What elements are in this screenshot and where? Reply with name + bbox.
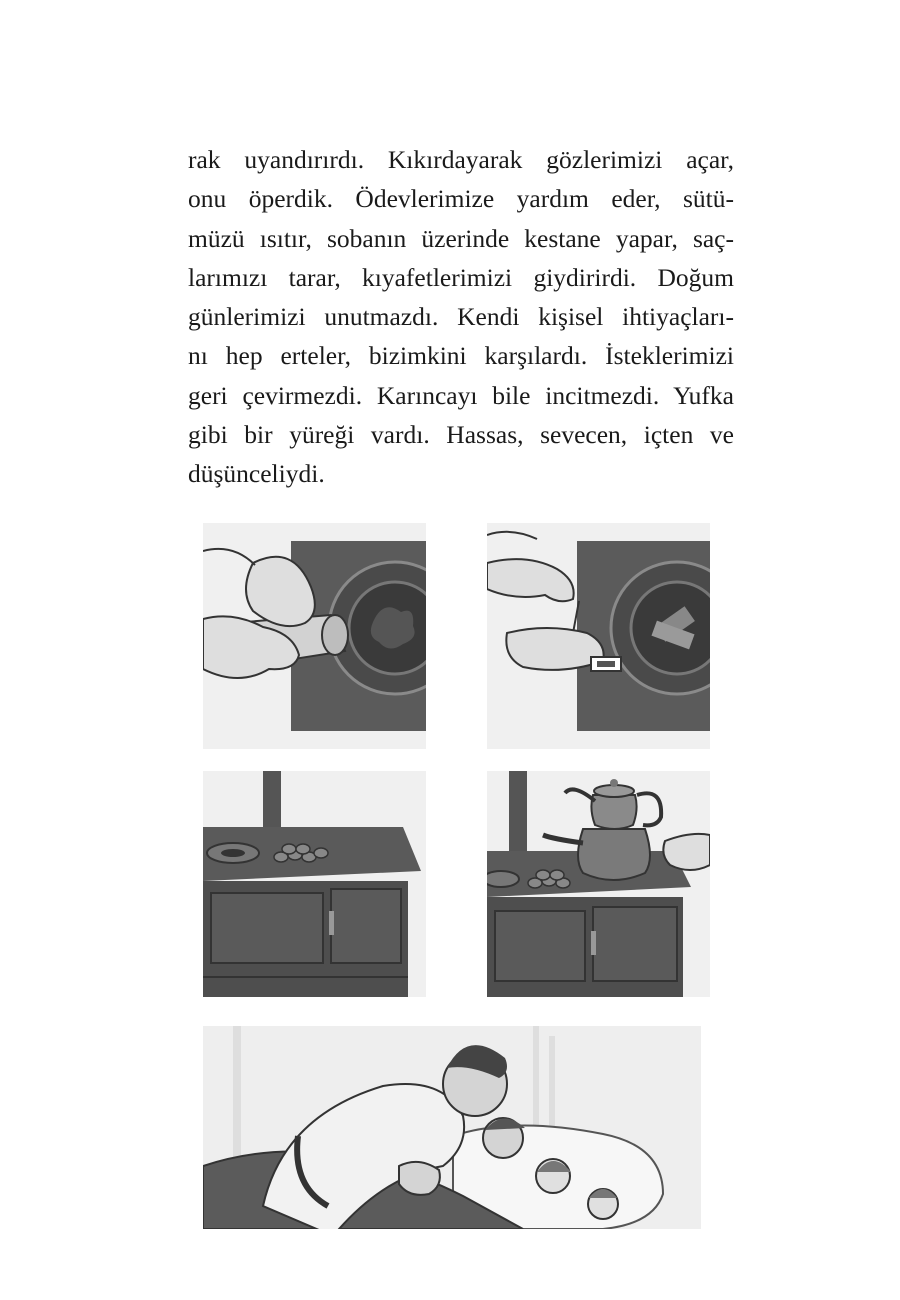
hand (663, 834, 710, 870)
body-paragraph (188, 140, 734, 494)
teapot-illustration (487, 771, 710, 997)
illustration-bedtime (203, 1026, 701, 1229)
text-line: larımızı tarar, kıyafetlerimizi giydirirdi. Doğum (188, 262, 734, 292)
stovepipe (263, 771, 281, 833)
match-illustration (487, 523, 710, 749)
text-line: geri çevirmezdi. Karıncayı bile incitmezdi. Yufka (188, 380, 734, 410)
illustration-match (487, 523, 710, 749)
bedtime-illustration (203, 1026, 701, 1229)
text-line: müzü ısıtır, sobanın üzerinde kestane yapar, saç- (188, 223, 734, 253)
illustration-firewood (203, 523, 426, 749)
illustration-teapot (487, 771, 710, 997)
teapot-base (578, 829, 650, 880)
text-line: nı hep erteler, bizimkini karşılardı. İsteklerimizi (188, 341, 734, 371)
chestnuts-illustration (203, 771, 426, 997)
text-line: rak uyandırırdı. Kıkırdayarak gözlerimizi açar, (188, 145, 734, 174)
text-line: gibi bir yüreği vardı. Hassas, sevecen, içten ve (188, 420, 734, 450)
text-line: onu öperdik. Ödevlerimize yardım eder, sütü- (188, 184, 734, 214)
firewood-illustration (203, 523, 426, 749)
illustration-chestnuts (203, 771, 426, 997)
father-hand (399, 1162, 440, 1195)
hand-bottom (506, 628, 603, 670)
teapot-top (591, 795, 636, 829)
text-line: düşünceliydi. (188, 459, 325, 489)
stovepipe (509, 771, 527, 853)
text-line: günlerimizi unutmazdı. Kendi kişisel ihtiyaçları- (188, 302, 734, 332)
